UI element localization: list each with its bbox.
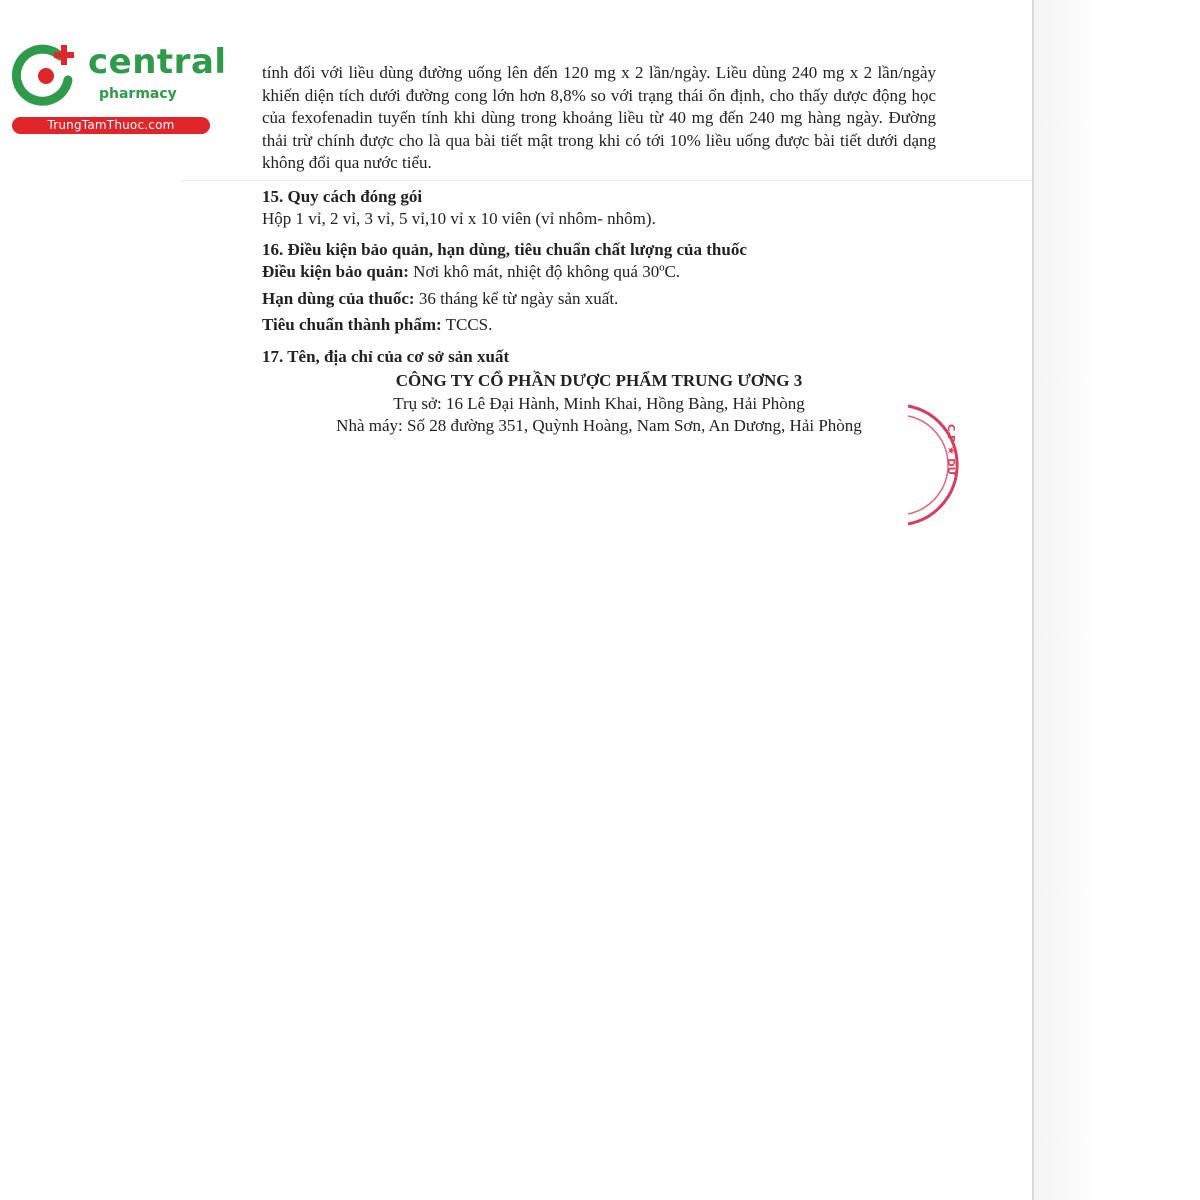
manufacturer-head-office: Trụ sở: 16 Lê Đại Hành, Minh Khai, Hồng Bàng, Hải Phòng	[393, 393, 805, 413]
logo-brand-name: central	[88, 42, 227, 82]
standard-line	[262, 314, 936, 337]
section-15-heading: 15. Quy cách đóng gói	[262, 186, 423, 206]
shelf-life-value: 36 tháng kể từ ngày sản xuất.	[414, 288, 619, 308]
pharmacokinetics-paragraph: tính đối với liều dùng đường uống lên đến 120 mg x 2 lần/ngày. Liều dùng 240 mg x 2 lần/ngày khiến diện tích dưới đường cong lớn hơn 8,8% so với trạng thái ổn định, cho thấy dược động học của fexofenadin tuyến tính khi dùng trong khoảng liều từ 40 mg đến 240 mg hàng ngày. Đường thải trừ chính được cho là qua bài tiết mật trong khi có tới 10% liều uống được bài tiết dưới dạng không đổi qua nước tiểu.	[262, 63, 936, 172]
pharmacy-cross-logo-icon	[10, 38, 82, 110]
central-pharmacy-logo[interactable]	[10, 36, 227, 136]
logo-subtitle: pharmacy	[99, 86, 177, 102]
packaging-text: Hộp 1 vỉ, 2 vỉ, 3 vỉ, 5 vỉ,10 vỉ x 10 viên (vỉ nhôm- nhôm).	[262, 209, 656, 228]
shelf-life-label: Hạn dùng của thuốc:	[262, 288, 415, 308]
shelf-life-line	[262, 288, 936, 311]
storage-label: Điều kiện bảo quản:	[262, 262, 409, 281]
section-16-heading: 16. Điều kiện bảo quản, hạn dùng, tiêu chuẩn chất lượng của thuốc	[262, 239, 747, 259]
standard-label: Tiêu chuẩn thành phẩm:	[262, 315, 442, 334]
seal-text: C.P ★ DƯ	[945, 424, 956, 476]
document-body	[262, 62, 936, 438]
manufacturer-company-name: CÔNG TY CỔ PHẦN DƯỢC PHẨM TRUNG ƯƠNG 3	[395, 371, 803, 390]
storage-line	[262, 261, 936, 284]
scan-page-edge	[1032, 0, 1034, 1200]
logo-website-link[interactable]: TrungTamThuoc.com	[12, 117, 210, 134]
company-seal-stamp-icon	[900, 402, 970, 528]
section-17-heading: 17. Tên, địa chỉ của cơ sở sản xuất	[262, 346, 510, 366]
standard-value: TCCS.	[441, 315, 493, 334]
storage-value: Nơi khô mát, nhiệt độ không quá 30ºC.	[408, 262, 681, 281]
manufacturer-factory-address: Nhà máy: Số 28 đường 351, Quỳnh Hoàng, Nam Sơn, An Dương, Hải Phòng	[336, 416, 862, 435]
scan-margin-shade	[1034, 0, 1200, 1200]
